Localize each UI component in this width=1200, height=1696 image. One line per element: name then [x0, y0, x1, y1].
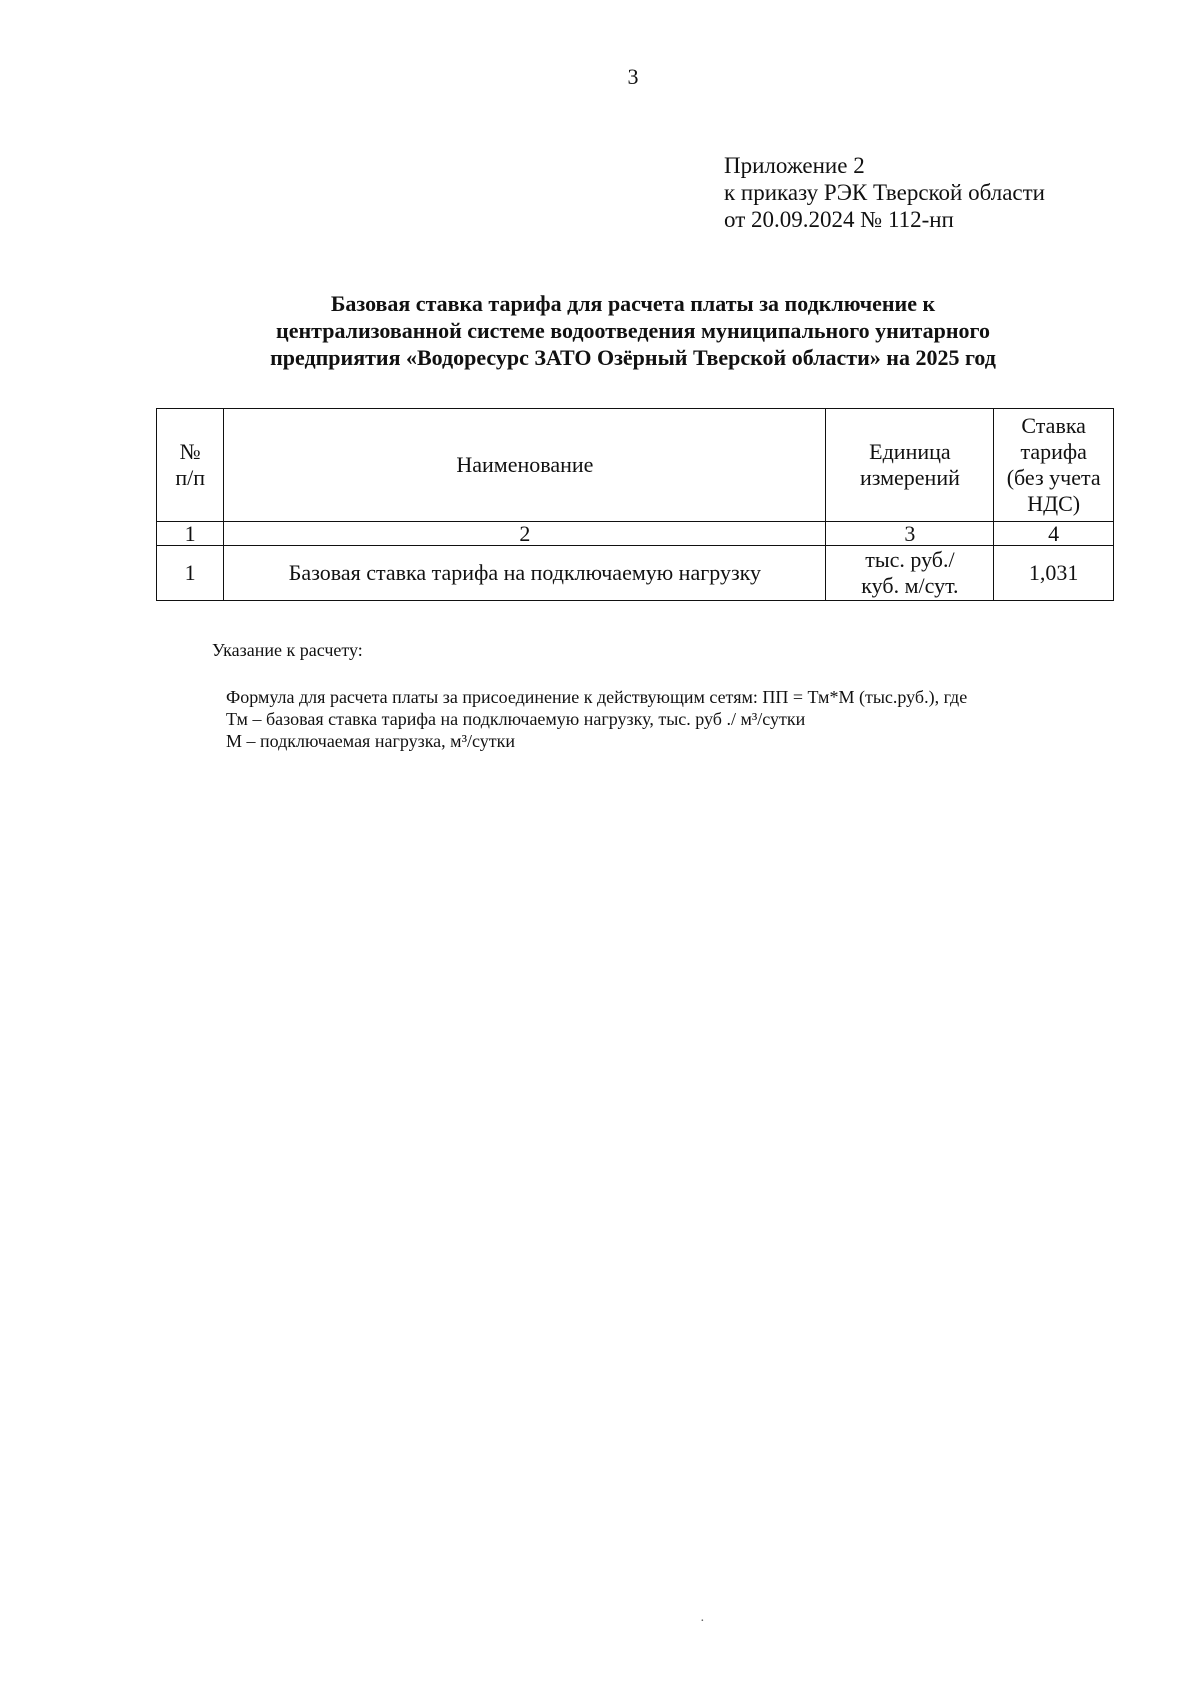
title-line-1: Базовая ставка тарифа для расчета платы за подключение к: [330, 291, 936, 316]
row-unit: [826, 546, 994, 601]
header-number: [157, 409, 224, 522]
column-index-cell: 3: [826, 522, 994, 546]
tariff-table: [156, 408, 1114, 601]
column-index-row: [157, 522, 1114, 546]
row-unit-line-1: тыс. руб./: [865, 547, 955, 572]
appendix-line-3: от 20.09.2024 № 112-нп: [724, 207, 954, 232]
header-name: [224, 409, 826, 522]
header-name-text: Наименование: [456, 452, 594, 477]
notes-line-3: М – подключаемая нагрузка, м³/сутки: [226, 731, 515, 751]
row-unit-line-2: куб. м/сут.: [861, 573, 959, 598]
notes-heading: Указание к расчету:: [212, 640, 363, 660]
row-number: 1: [157, 546, 224, 601]
header-rate-line-2: тарифа: [1020, 439, 1087, 464]
table-header-row: [157, 409, 1114, 522]
appendix-line-1: Приложение 2: [724, 153, 865, 178]
table-row: [157, 546, 1114, 601]
row-rate: 1,031: [994, 546, 1114, 601]
column-index-cell: 1: [157, 522, 224, 546]
header-rate-line-4: НДС): [1027, 491, 1081, 516]
header-number-line-1: №: [179, 439, 201, 464]
header-rate-line-1: Ставка: [1021, 413, 1086, 438]
document-title: [150, 290, 1116, 371]
page-number: 3: [627, 64, 639, 89]
header-unit: [826, 409, 994, 522]
notes-line-1: Формула для расчета платы за присоединение к действующим сетям: ПП = Тм*М (тыс.руб.), где: [226, 687, 968, 707]
notes-line-2: Тм – базовая ставка тарифа на подключаемую нагрузку, тыс. руб ./ м³/сутки: [226, 709, 806, 729]
header-rate: [994, 409, 1114, 522]
row-name: Базовая ставка тарифа на подключаемую нагрузку: [224, 546, 826, 601]
column-index-cell: 4: [994, 522, 1114, 546]
header-number-line-2: п/п: [175, 465, 205, 490]
appendix-line-2: к приказу РЭК Тверской области: [724, 180, 1045, 205]
scan-speck: ·: [700, 1614, 705, 1629]
title-line-2: централизованной системе водоотведения муниципального унитарного: [276, 318, 990, 343]
title-line-3: предприятия «Водоресурс ЗАТО Озёрный Тверской области» на 2025 год: [270, 345, 996, 370]
header-unit-line-2: измерений: [859, 465, 960, 490]
header-rate-line-3: (без учета: [1006, 465, 1101, 490]
column-index-cell: 2: [224, 522, 826, 546]
appendix-block: [724, 152, 1045, 233]
calculation-notes: [226, 686, 967, 752]
header-unit-line-1: Единица: [869, 439, 951, 464]
